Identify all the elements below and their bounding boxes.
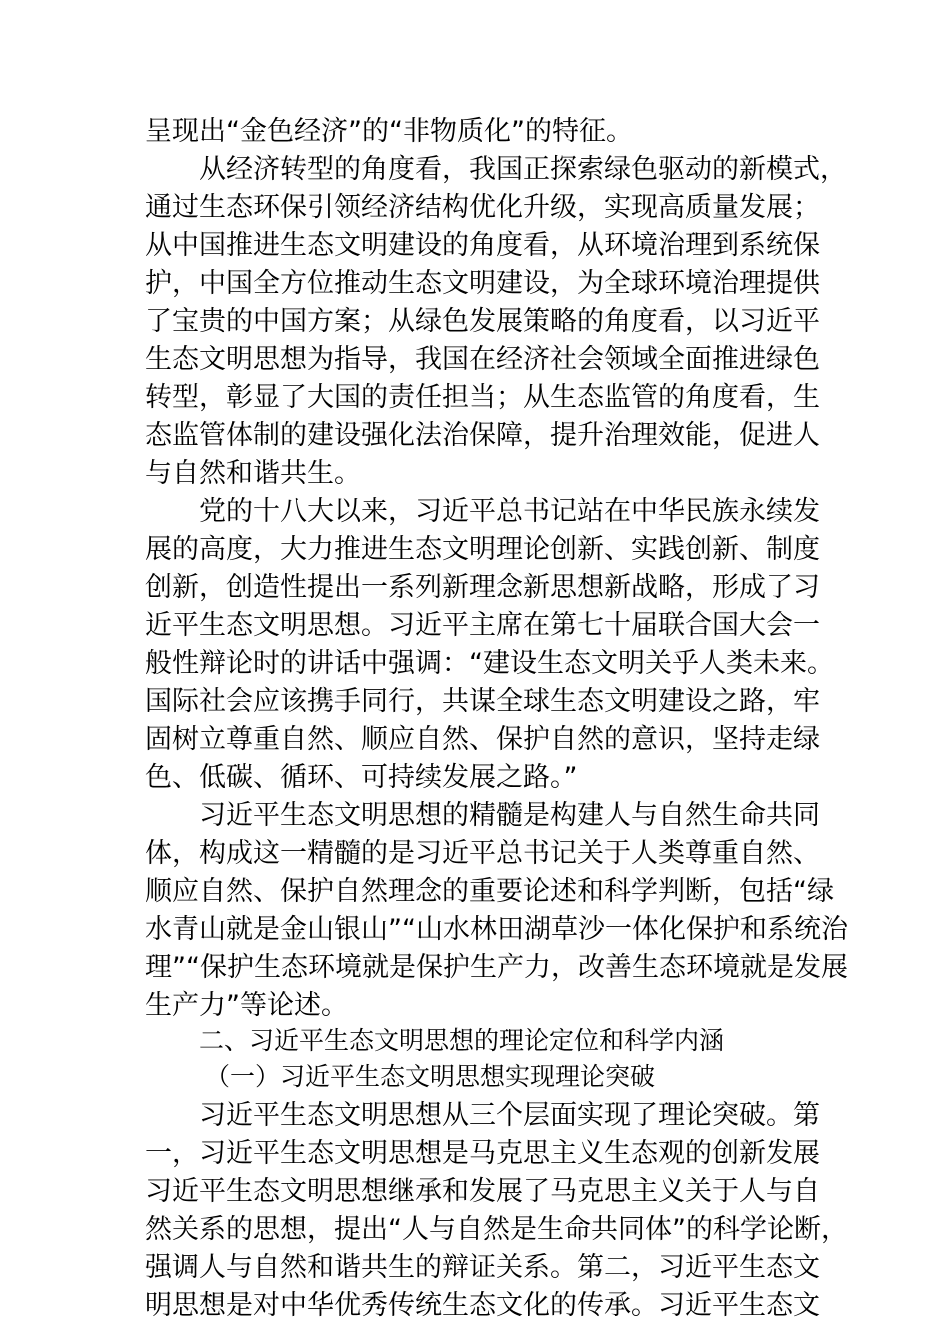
text-line: 展的高度，大力推进生态文明理论创新、实践创新、制度 (145, 534, 820, 565)
text-line: 从中国推进生态文明建设的角度看，从环境治理到系统保 (145, 230, 820, 261)
text-line: 转型，彰显了大国的责任担当；从生态监管的角度看，生 (145, 382, 820, 413)
text-line: 固树立尊重自然、顺应自然、保护自然的意识，坚持走绿 (145, 724, 820, 755)
text-line: 水青山就是金山银山”“山水林田湖草沙一体化保护和系统治 (145, 914, 848, 945)
text-line: 强调人与自然和谐共生的辩证关系。第二，习近平生态文 (145, 1252, 820, 1283)
text-line: 生产力”等论述。 (145, 990, 348, 1021)
text-line: 然关系的思想，提出“人与自然是生命共同体”的科学论断， (145, 1214, 848, 1245)
text-line: 理”“保护生态环境就是保护生产力，改善生态环境就是发展 (145, 952, 848, 983)
text-line: 与自然和谐共生。 (145, 458, 361, 489)
paragraph-start-line: 党的十八大以来，习近平总书记站在中华民族永续发 (199, 496, 820, 527)
paragraph-start-line: 从经济转型的角度看，我国正探索绿色驱动的新模式， (199, 154, 847, 185)
text-line: 了宝贵的中国方案；从绿色发展策略的角度看，以习近平 (145, 306, 820, 337)
text-line: 创新，创造性提出一系列新理念新思想新战略，形成了习 (145, 572, 820, 603)
text-line: 般性辩论时的讲话中强调：“建设生态文明关乎人类未来。 (145, 648, 834, 679)
text-line: 色、低碳、循环、可持续发展之路。” (145, 762, 578, 793)
text-line: 习近平生态文明思想继承和发展了马克思主义关于人与自 (145, 1176, 820, 1207)
text-line: 国际社会应该携手同行，共谋全球生态文明建设之路，牢 (145, 686, 820, 717)
paragraph-start-line: 习近平生态文明思想从三个层面实现了理论突破。第 (199, 1100, 820, 1131)
text-line: 生态文明思想为指导，我国在经济社会领域全面推进绿色 (145, 344, 820, 375)
text-line: 态监管体制的建设强化法治保障，提升治理效能，促进人 (145, 420, 820, 451)
text-line: 一，习近平生态文明思想是马克思主义生态观的创新发展 (145, 1138, 820, 1169)
section-heading: 二、习近平生态文明思想的理论定位和科学内涵 (199, 1026, 725, 1055)
text-line: 顺应自然、保护自然理念的重要论述和科学判断，包括“绿 (145, 876, 834, 907)
text-line: 体，构成这一精髓的是习近平总书记关于人类尊重自然、 (145, 838, 820, 869)
text-line: 通过生态环保引领经济结构优化升级，实现高质量发展； (145, 192, 820, 223)
text-line: 呈现出“金色经济”的“非物质化”的特征。 (145, 116, 633, 147)
text-line: 护，中国全方位推动生态文明建设，为全球环境治理提供 (145, 268, 820, 299)
text-line: 近平生态文明思想。习近平主席在第七十届联合国大会一 (145, 610, 820, 641)
paragraph-start-line: 习近平生态文明思想的精髓是构建人与自然生命共同 (199, 800, 820, 831)
text-line: 明思想是对中华优秀传统生态文化的传承。习近平生态文 (145, 1290, 820, 1321)
document-body (145, 113, 848, 1325)
subsection-heading: （一）习近平生态文明思想实现理论突破 (205, 1062, 656, 1091)
